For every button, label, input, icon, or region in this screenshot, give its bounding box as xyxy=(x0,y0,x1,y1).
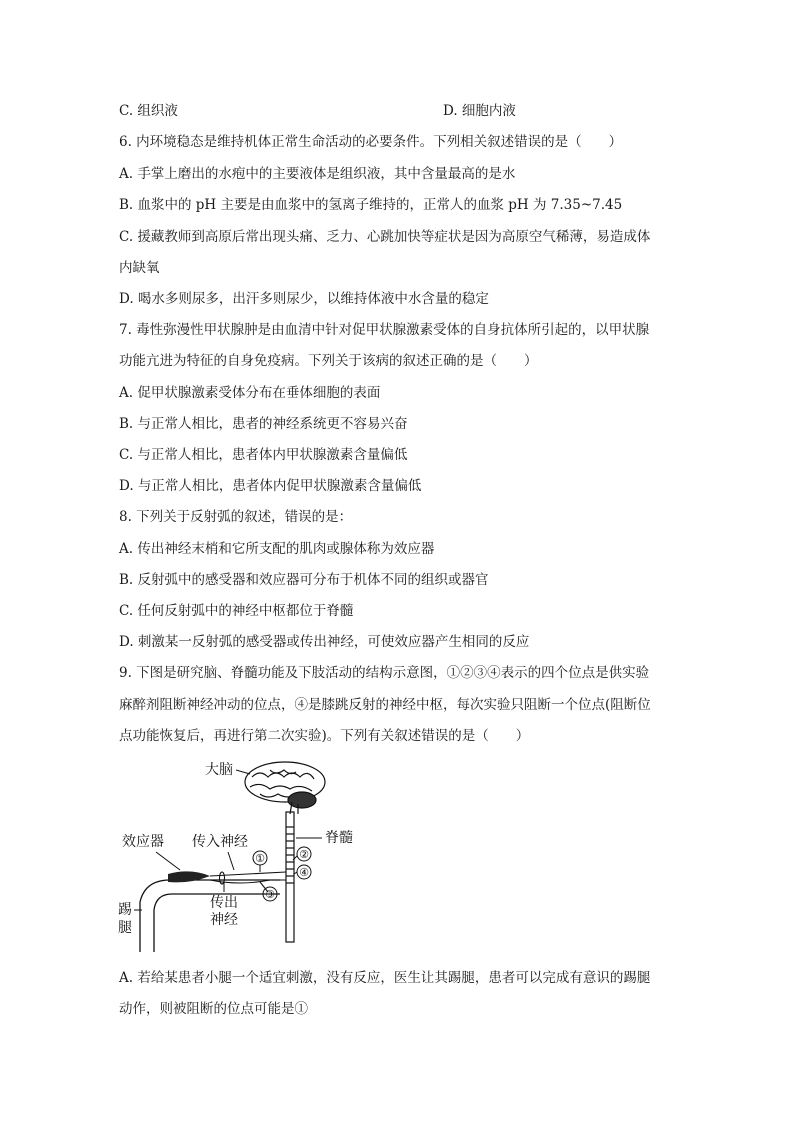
leader-afferent xyxy=(228,852,234,870)
label-spinal-cord: 脊髓 xyxy=(325,830,353,846)
q5-option-c: C. 组织液 xyxy=(119,103,178,119)
reflex-arc-diagram xyxy=(110,752,353,960)
q7-option-b: B. 与正常人相比，患者的神经系统更不容易兴奋 xyxy=(119,416,408,432)
label-kick-line2: 腿 xyxy=(118,920,132,936)
q9-stem-line3: 点功能恢复后，再进行第二次实验)。下列有关叙述错误的是（ ） xyxy=(119,728,530,744)
label-afferent-nerve: 传入神经 xyxy=(192,834,248,850)
q6-option-c-line1: C. 援藏教师到高原后常出现头痛、乏力、心跳加快等症状是因为高原空气稀薄，易造成体 xyxy=(119,229,651,245)
q8-option-d: D. 刺激某一反射弧的感受器或传出神经，可使效应器产生相同的反应 xyxy=(119,634,530,650)
q9-stem-line2: 麻醉剂阻断神经冲动的位点，④是膝跳反射的神经中枢，每次实验只阻断一个位点(阻断位 xyxy=(119,697,651,713)
q8-stem: 8. 下列关于反射弧的叙述，错误的是： xyxy=(119,509,353,525)
site-2: ② xyxy=(299,848,309,861)
q8-option-a: A. 传出神经末梢和它所支配的肌肉或腺体称为效应器 xyxy=(119,541,435,557)
q7-stem-line2: 功能亢进为特征的自身免疫病。下列关于该病的叙述正确的是（ ） xyxy=(119,353,538,369)
q8-option-c: C. 任何反射弧中的神经中枢都位于脊髓 xyxy=(119,603,354,619)
q7-option-a: A. 促甲状腺激素受体分布在垂体细胞的表面 xyxy=(119,385,381,401)
site-1: ① xyxy=(255,852,265,865)
q7-option-d: D. 与正常人相比，患者体内促甲状腺激素含量偏低 xyxy=(119,478,422,494)
site-3: ③ xyxy=(265,888,275,901)
q6-option-a: A. 手掌上磨出的水疱中的主要液体是组织液，其中含量最高的是水 xyxy=(119,166,516,182)
q8-option-b: B. 反射弧中的感受器和效应器可分布于机体不同的组织或器官 xyxy=(119,572,489,588)
q9-stem-line1: 9. 下图是研究脑、脊髓功能及下肢活动的结构示意图，①②③④表示的四个位点是供实验 xyxy=(119,665,650,681)
q9-option-a-line2: 动作，则被阻断的位点可能是① xyxy=(119,1001,308,1017)
spinal-cord xyxy=(286,812,294,942)
q6-stem: 6. 内环境稳态是维持机体正常生命活动的必要条件。下列相关叙述错误的是（ ） xyxy=(119,134,623,150)
q5-option-d: D. 细胞内液 xyxy=(443,103,516,119)
q6-option-d: D. 喝水多则尿多，出汗多则尿少，以维持体液中水含量的稳定 xyxy=(119,291,489,307)
q7-option-c: C. 与正常人相比，患者体内甲状腺激素含量偏低 xyxy=(119,447,408,463)
q6-option-b: B. 血浆中的 pH 主要是由血浆中的氢离子维持的，正常人的血浆 pH 为 7.35~7.45 xyxy=(119,197,623,213)
q9-option-a-line1: A. 若给某患者小腿一个适宜刺激，没有反应，医生让其踢腿，患者可以完成有意识的踢腿 xyxy=(119,970,651,986)
label-kick-line1: 踢 xyxy=(118,902,132,918)
label-efferent-line2: 神经 xyxy=(210,912,238,928)
leader-brain xyxy=(236,770,250,774)
site-4: ④ xyxy=(299,866,309,879)
q7-stem-line1: 7. 毒性弥漫性甲状腺肿是由血清中针对促甲状腺激素受体的自身抗体所引起的，以甲状腺 xyxy=(119,322,650,338)
muscle-effector xyxy=(168,871,210,882)
reflex-arc-figure xyxy=(110,752,353,960)
leader-effector xyxy=(156,852,180,870)
brain-illustration xyxy=(245,762,325,814)
label-efferent-line1: 传出 xyxy=(210,895,238,911)
q6-option-c-line2: 内缺氧 xyxy=(119,260,160,276)
label-brain: 大脑 xyxy=(205,762,233,778)
label-effector: 效应器 xyxy=(122,834,164,850)
